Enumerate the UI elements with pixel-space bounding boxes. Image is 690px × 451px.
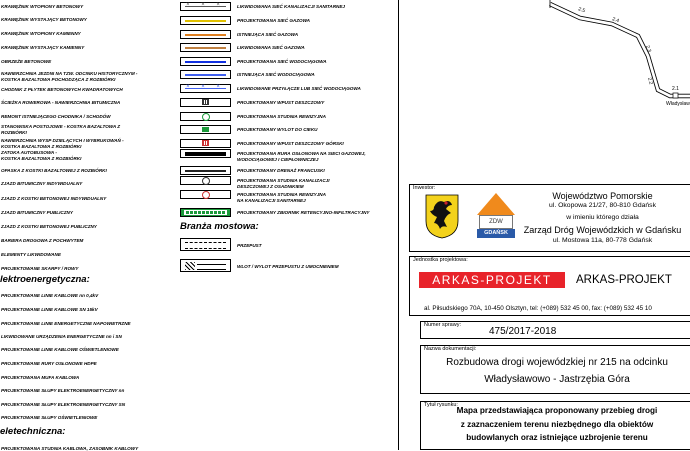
contract-box [420,321,690,339]
utility-legend-label: PROJEKTOWANA STUDNIA REWIZYJNA [237,114,326,119]
segment-label-2: 2.4 [611,16,620,25]
investor-box [409,184,690,252]
culvert-symbol [180,238,231,251]
legend-item-label: OPASKA Z KOSTKI BAZALTOWEJ Z ROZBIÓRKI [1,168,107,173]
investor-line-1: Województwo Pomorskie [552,191,653,201]
drawing-title-line-3: budowlanych oraz istniejące uzbrojenie terenu [466,433,648,442]
utility-legend-symbol [180,112,231,121]
legend-item-label: NAWIERZCHNIA WYSP DZIELĄCYCH I WYBRUKOWAŃ - [1,138,124,143]
legend-item-label: KOSTKA BAZALTOWA POCHODZĄCA Z ROZBIÓRKI [1,77,116,82]
legend-item-label: KRAWĘŻNIK WYSTAJĄCY BETONOWY [1,17,87,22]
legend-item-label: KOSTKA BAZALTOWA Z ROZBIÓRKI [1,144,82,149]
investor-line-5: ul. Mostowa 11a, 80-778 Gdańsk [552,237,653,244]
utility-legend-symbol: × × × [180,84,231,93]
legend-item-label: LIKWIDOWANE URZĄDZENIA ENERGETYCZNE nn i SN [1,334,122,339]
legend-item-label: KRAWĘŻNIK WYSTAJĄCY KAMIENNY [1,45,85,50]
utility-legend-symbol [180,16,231,25]
legend-item-label: ZJAZD BITUMICZNY INDYWIDUALNY [1,181,83,186]
legend-item-label: ZJAZD BITUMICZNY PUBLICZNY [1,210,73,215]
investor-line-4: Zarząd Dróg Wojewódzkich w Gdańsku [523,225,682,235]
legend-item-label: ZJAZD Z KOSTKI BETONOWEJ PUBLICZNY [1,224,97,229]
docname-label: Nazwa dokumentacji: [424,346,477,352]
designer-name: ARKAS-PROJEKT [576,274,672,286]
investor-line-2: ul. Okopowa 21/27, 80-810 Gdańsk [549,202,656,209]
utility-legend-label: PROJEKTOWANA STUDNIA KANALIZACJI [237,178,330,183]
utility-legend-symbol [180,208,231,217]
segment-label-4: 2.2 [646,76,654,86]
investor-text [510,185,690,253]
legend-item-label: PROJEKTOWANE RURY OSŁONOWE HDPE [1,361,97,366]
utility-legend-symbol [180,190,231,199]
docname-line-1: Rozbudowa drogi wojewódzkiej nr 215 na odcinku [446,357,668,368]
drawing-box [420,401,690,450]
utility-legend-label: PROJEKTOWANY WPUST DESZCZOWY GÓRSKI [237,141,344,146]
drawing-title-line-2: z zaznaczeniem terenu niezbędnego dla obiektów [460,420,654,429]
utility-legend-symbol [180,176,231,185]
utility-legend-symbol [180,98,231,107]
legend-item-label: PROJEKTOWANE LINIE KABLOWE OŚWIETLENIOWE [1,347,119,352]
utility-legend-label: NA KANALIZACJI SANITARNEJ [237,198,306,203]
contract-number: 475/2017-2018 [489,326,557,337]
legend-item-label: KRAWĘŻNIK WTOPIONY KAMIENNY [1,31,81,36]
docname-box [420,345,690,394]
section-bridge: Branża mostowa: [180,221,259,232]
investor-line-3: w imieniu którego działa [566,214,639,221]
utility-legend-symbol [180,166,231,175]
legend-item-label: PROJEKTOWANE LINIE KABLOWE nn 0,4kV [1,293,99,298]
utility-legend-symbol [180,139,231,148]
legend-item-label: PROJEKTOWANE SKARPY / ROWY [1,266,79,271]
section-energy: lektroenergetyczna: [0,274,90,285]
legend-item-label: ŚCIEŻKA ROWEROWA - NAWIERZCHNIA BITUMICZNA [1,100,121,105]
legend-item-label: CHODNIK Z PŁYTEK BETONOWYCH KWADRATOWYCH [1,87,123,92]
culvert-inlet-symbol [180,259,231,272]
investor-label: Inwestor: [413,185,436,191]
utility-legend-symbol [180,43,231,52]
legend-item-label: ZJAZD Z KOSTKI BETONOWEJ INDYWIDUALNY [1,196,107,201]
legend-item-label: BARIERA DROGOWA Z POCHWYTEM [1,238,84,243]
place-label: Władysław [666,101,690,107]
legend-item-label: PROJEKTOWANE SŁUPY ELEKTROENERGETYCZNY SN [1,402,126,407]
legend-item-label: NAWIERZCHNIA JEZDNI NA TZW. ODCINKU HISTORYCZNYM - [1,71,138,76]
legend-item-label: PROJEKTOWANA MUFA KABLOWA [1,375,80,380]
utility-legend-symbol [180,57,231,66]
utility-legend-label: ISTNIEJĄCA SIEĆ GAZOWA [237,32,299,37]
pomorskie-coat-of-arms-icon [424,193,460,239]
utility-legend-label: PROJEKTOWANA RURA OSŁONOWA NA SIECI GAZOWEJ, [237,151,366,156]
designer-label: Jednostka projektowa: [413,257,468,263]
utility-legend-label: PROJEKTOWANY ZBIORNIK RETENCYJNO-INFILTRACYJNY [237,210,370,215]
segment-label-1: 2.5 [577,6,586,15]
docname-line-2: Władysławowo - Jastrzębia Góra [484,374,630,385]
utility-legend-label: LIKWIDOWANA SIEĆ GAZOWA [237,45,305,50]
legend-item-label: PROJEKTOWANE SŁUPY OŚWIETLENIOWE [1,415,98,420]
legend-item-label: PROJEKTOWANE LINIE KABLOWE SN 15kV [1,307,98,312]
segment-label-3: 2.3 [644,44,653,54]
utility-legend-label: WODOCIĄGOWEJ I CIEPŁOWNICZEJ [237,157,319,162]
utility-legend-label: PROJEKTOWANY WYLOT DO CIEKU [237,127,318,132]
legend-item-label: STANOWISKA POSTOJOWE - KOSTKA BAZALTOWA Z [1,124,121,129]
segment-label-5: 2.1 [672,86,679,92]
map-marker [673,93,678,98]
utility-legend-symbol [180,70,231,79]
legend-item-label: ELEMENTY LIKWIDOWANE [1,252,61,257]
bridge-legend-label: PRZEPUST [237,243,262,248]
utility-legend-symbol [180,125,231,134]
section-tele: eletechniczna: [0,426,66,437]
arkas-logo: ARKAS-PROJEKT [419,272,565,288]
legend-item-label: PROJEKTOWANE LINIE ENERGETYCZNE NAPOWIETRZNE [1,321,131,326]
legend-item-label: PROJEKTOWANA STUDNIA KABLOWA, ZASOBNIK KABLOWY [1,446,139,451]
contract-label: Numer sprawy: [424,322,461,328]
legend-item-label: KRAWĘŻNIK WTOPIONY BETONOWY [1,4,84,9]
utility-legend-label: PROJEKTOWANY DRENAŻ FRANCUSKI [237,168,325,173]
zdw-logo-text: ZDW [479,215,513,229]
utility-legend-label: PROJEKTOWANA STUDNIA REWIZYJNA [237,192,326,197]
legend-item-label: REMONT ISTNIEJĄCEGO CHODNIKA / SCHODÓW [1,114,111,119]
utility-legend-label: DESZCZOWEJ Z OSADNIKIEM [237,184,304,189]
utility-legend-symbol: × × × [180,2,231,11]
designer-address: al. Piłsudskiego 70A, 10-450 Olsztyn, tel: (+089) 532 45 00, fax: (+089) 532 45 10 [424,305,652,312]
drawing-label: Tytuł rysunku: [424,402,458,408]
legend-item-label: ROZBIÓRKI [1,130,27,135]
utility-legend-label: ISTNIEJĄCA SIEĆ WODOCIĄGOWA [237,72,315,77]
utility-legend-label: PROJEKTOWANA SIEĆ WODOCIĄGOWA [237,59,327,64]
legend-item-label: KOSTKA BAZALTOWA Z ROZBIÓRKI [1,156,82,161]
legend-item-label: PROJEKTOWANE SŁUPY ELEKTROENERGETYCZNY nn [1,388,125,393]
drawing-title-line-1: Mapa przedstawiająca proponowany przebieg drogi [456,406,658,415]
utility-legend-symbol [180,149,231,158]
utility-legend-symbol [180,30,231,39]
utility-legend-label: LIKWIDOWANE PRZYŁĄCZE LUB SIEĆ WODOCIĄGOWA [237,86,361,91]
utility-legend-label: PROJEKTOWANA SIEĆ GAZOWA [237,18,310,23]
legend-item-label: ZATOKA AUTOBUSOWA - [1,150,57,155]
bridge-legend-label: WLOT / WYLOT PRZEPUSTU Z UMOCNIENIEM [237,264,339,269]
designer-box [409,256,690,316]
sheet-divider [398,0,399,450]
zdw-logo-city: GDAŃSK [477,229,515,238]
route-map [520,0,690,110]
legend-item-label: OBRZEŻE BETONOWE [1,59,52,64]
utility-legend-label: PROJEKTOWANY WPUST DESZCZOWY [237,100,325,105]
utility-legend-label: LIKWIDOWANA SIEĆ KANALIZACJI SANITARNEJ [237,4,345,9]
